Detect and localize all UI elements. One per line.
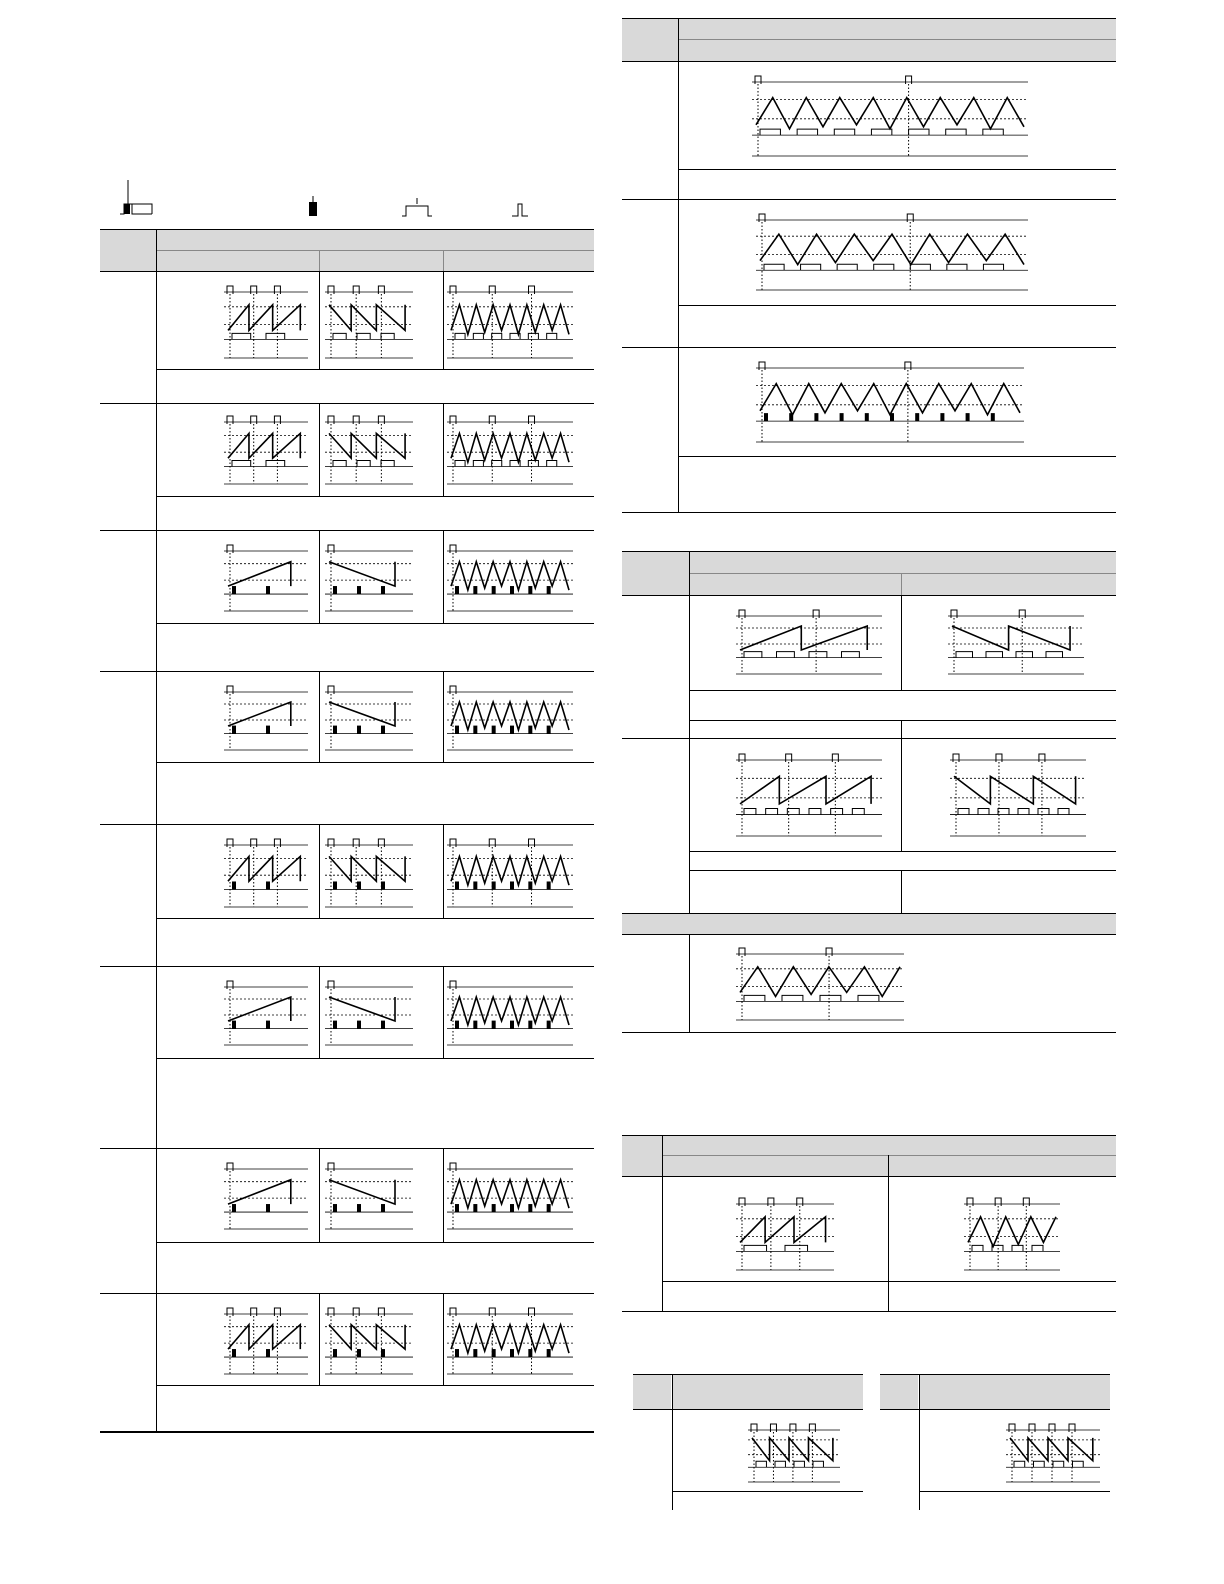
r4b-header-label <box>880 1375 918 1409</box>
rule-line <box>319 403 320 496</box>
timing-diagram <box>447 276 573 364</box>
r3-header-group <box>663 1136 1116 1155</box>
timing-diagram <box>736 600 882 680</box>
rule-line <box>319 966 320 1058</box>
rule-line <box>443 403 444 496</box>
r2-header-group <box>690 552 1116 573</box>
rule-line <box>157 623 594 624</box>
rule-line <box>100 966 594 967</box>
rule-line <box>100 530 594 531</box>
rule-line <box>100 824 594 825</box>
rule-line <box>157 496 594 497</box>
rule-line <box>443 671 444 762</box>
timing-diagram <box>224 276 308 364</box>
timing-diagram <box>325 1153 413 1235</box>
header-cell-sub <box>157 251 594 271</box>
rule-line <box>157 918 594 919</box>
rule-line <box>443 966 444 1058</box>
r1-header-group <box>679 19 1116 39</box>
timing-diagram <box>1006 1414 1100 1488</box>
input-pulse-with-output-icon <box>118 178 158 218</box>
timing-diagram <box>447 535 573 617</box>
rule-line <box>443 271 444 369</box>
timing-diagram <box>447 829 573 913</box>
timing-diagram <box>964 1188 1060 1276</box>
timing-diagram <box>325 971 413 1051</box>
timing-diagram <box>756 204 1028 296</box>
timing-diagram <box>325 276 413 364</box>
rule-line <box>319 530 320 623</box>
r1-header-label <box>622 19 678 61</box>
timing-diagram <box>736 1188 834 1276</box>
r2-header-label <box>622 552 689 595</box>
rule-line <box>319 824 320 918</box>
r2-header-sub <box>690 574 1116 595</box>
timing-diagram <box>325 1298 413 1380</box>
timing-diagram <box>447 1298 573 1380</box>
timing-diagram <box>752 66 1028 162</box>
timing-diagram <box>224 1298 308 1380</box>
r4a-header-group <box>672 1375 863 1409</box>
narrow-pulse-icon <box>512 198 528 218</box>
rule-line <box>100 1431 594 1432</box>
timing-diagram <box>224 971 308 1051</box>
timing-diagram <box>950 744 1086 842</box>
open-output-icon <box>402 198 432 218</box>
timing-diagram <box>447 676 573 756</box>
timing-diagram <box>224 535 308 617</box>
timing-diagram <box>224 406 308 490</box>
rule-line <box>100 671 594 672</box>
header-cell-label <box>100 230 156 271</box>
rule-line <box>157 762 594 763</box>
rule-line <box>443 530 444 623</box>
rule-line <box>100 403 594 404</box>
rule-line <box>443 1148 444 1242</box>
timing-diagram <box>325 829 413 913</box>
rule-line <box>319 1148 320 1242</box>
r1-header-sub <box>679 40 1116 61</box>
timing-diagram <box>447 1153 573 1235</box>
timing-diagram <box>325 676 413 756</box>
timing-diagram <box>325 406 413 490</box>
rule-line <box>319 271 320 369</box>
rule-line <box>157 1242 594 1243</box>
rule-line <box>100 1148 594 1149</box>
rule-line <box>319 1293 320 1385</box>
timing-diagram <box>756 352 1024 448</box>
r2-section-bar <box>622 914 1116 934</box>
r4b-header-group <box>919 1375 1110 1409</box>
timing-diagram <box>224 1153 308 1235</box>
timing-diagram <box>224 829 308 913</box>
timing-diagram <box>748 1414 840 1488</box>
r3-header-label <box>622 1136 662 1176</box>
rule-line <box>100 1293 594 1294</box>
rule-line <box>157 1385 594 1386</box>
timing-diagram <box>447 406 573 490</box>
rule-line <box>157 369 594 370</box>
timing-diagram <box>948 600 1084 680</box>
header-cell-group <box>157 230 594 250</box>
timing-diagram <box>224 676 308 756</box>
rule-line <box>157 1058 594 1059</box>
r3-header-sub <box>663 1156 1116 1176</box>
rule-line <box>443 824 444 918</box>
rule-line <box>319 671 320 762</box>
filled-output-icon <box>306 196 320 218</box>
timing-diagram <box>736 938 904 1026</box>
r4a-header-label <box>633 1375 671 1409</box>
timing-diagram <box>325 535 413 617</box>
rule-line <box>443 1293 444 1385</box>
timing-diagram <box>736 744 882 842</box>
timing-diagram <box>447 971 573 1051</box>
